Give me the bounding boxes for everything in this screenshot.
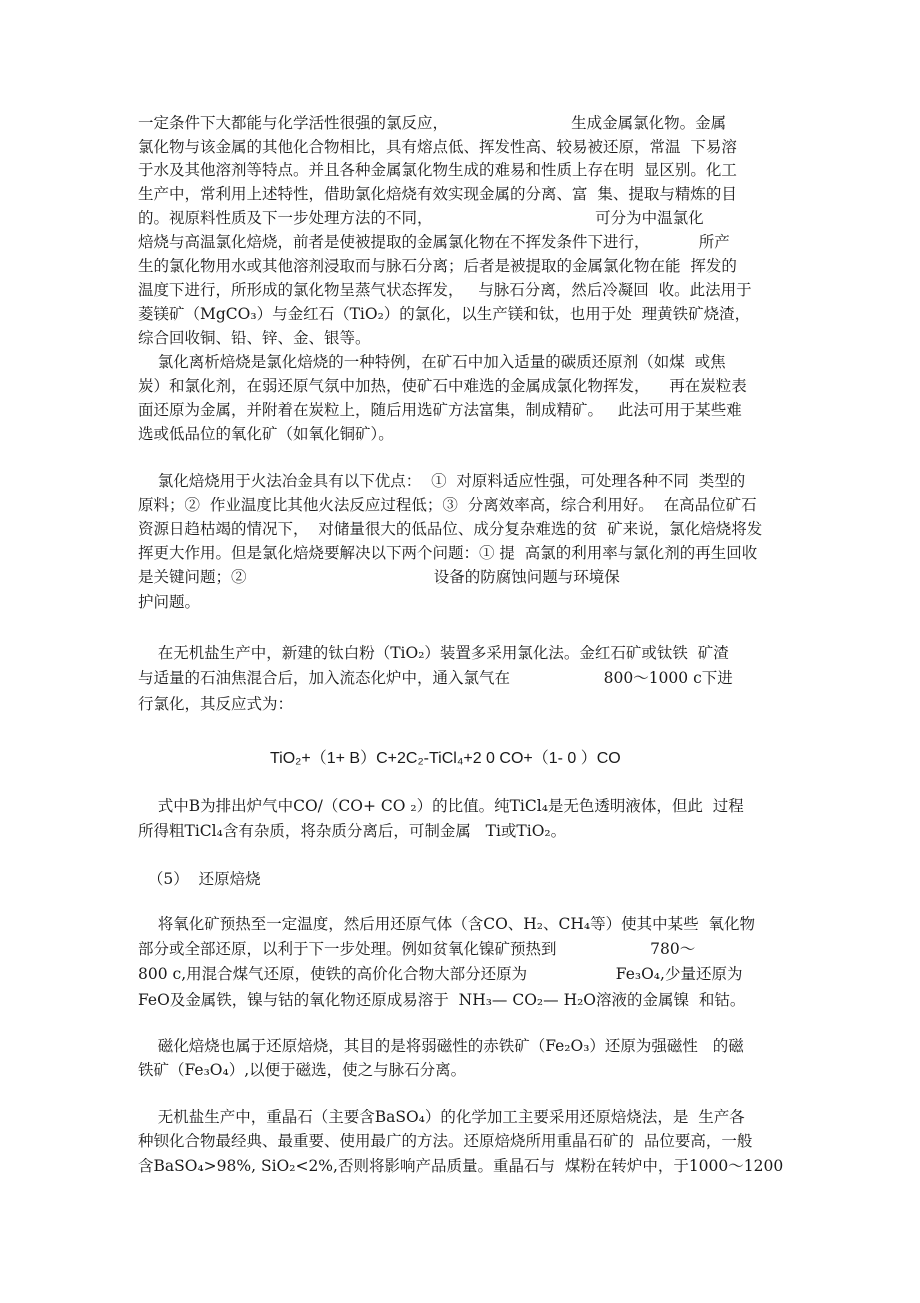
text-line: 在无机盐生产中，新建的钛白粉（TiO₂）装置多采用氯化法。金红石矿或钛铁 矿渣 — [138, 644, 729, 662]
text-line: 选或低品位的氧化矿（如氧化铜矿）。 — [138, 425, 394, 443]
text-line: 综合回收铜、铅、锌、金、银等。 — [138, 329, 371, 347]
text-line: 式中B为排出炉气中CO/（CO+ CO ₂）的比值。纯TiCl₄是无色透明液体，但此 过程 — [138, 797, 744, 815]
text-line: 的。视原料性质及下一步处理方法的不同， 可分为中温氯化 — [138, 209, 704, 227]
text-line: FeO及金属铁，镍与钴的氧化物还原成易溶于 NH₃— CO₂— H₂O溶液的金属镍 和钴。 — [138, 991, 746, 1009]
text-line: 资源日趋枯竭的情况下， 对储量很大的低品位、成分复杂难选的贫 矿来说，氯化焙烧将发 — [138, 520, 763, 538]
text-line: 炭）和氯化剂，在弱还原气氛中加热，使矿石中难选的金属成氯化物挥发， 再在炭粒表 — [138, 377, 747, 395]
text-line: 氯化离析焙烧是氯化焙烧的一种特例，在矿石中加入适量的碳质还原剂（如煤 或焦 — [138, 353, 726, 371]
text-line: 铁矿（Fe₃O₄）,以便于磁选，使之与脉石分离。 — [138, 1061, 467, 1079]
text-line: 原料；② 作业温度比其他火法反应过程低；③ 分离效率高，综合利用好。 在高品位矿石 — [138, 496, 757, 514]
text-line: 所得粗TiCl₄含有杂质，将杂质分离后，可制金属 Ti或TiO₂。 — [138, 822, 567, 840]
text-line: 将氧化矿预热至一定温度，然后用还原气体（含CO、H₂、CH₄等）使其中某些 氧化物 — [138, 915, 755, 933]
text-line: 生产中，常利用上述特性，借助氯化焙烧有效实现金属的分离、富 集、提取与精炼的目 — [138, 185, 737, 203]
text-line: 氯化焙烧用于火法冶金具有以下优点： ① 对原料适应性强，可处理各种不同 类型的 — [138, 472, 746, 490]
text-line: 氯化物与该金属的其他化合物相比，具有熔点低、挥发性高、较易被还原，常温 下易溶 — [138, 138, 737, 156]
text-line: 是关键问题；② 设备的防腐蚀问题与环境保 — [138, 568, 620, 586]
text-line: 面还原为金属，并附着在炭粒上，随后用选矿方法富集，制成精矿。 此法可用于某些难 — [138, 401, 742, 419]
text-line: 含BaSO₄>98%, SiO₂<2%,否则将影响产品质量。重晶石与 煤粉在转炉中，于1000～1200 — [138, 1157, 784, 1175]
text-line: 无机盐生产中，重晶石（主要含BaSO₄）的化学加工主要采用还原焙烧法，是 生产各 — [138, 1108, 745, 1126]
text-line: 部分或全部还原，以利于下一步处理。例如贫氧化镍矿预热到 780～ — [138, 940, 696, 958]
text-line: 护问题。 — [138, 593, 201, 611]
text-line: 种钡化合物最经典、最重要、使用最广的方法。还原焙烧所用重晶石矿的 品位要高，一般 — [138, 1132, 753, 1150]
text-line: 菱镁矿（MgCO₃）与金红石（TiO₂）的氯化，以生产镁和钛，也用于处 理黄铁矿烧渣， — [138, 305, 751, 323]
section-heading: （5） 还原焙烧 — [138, 870, 261, 888]
text-line: 800 c,用混合煤气还原，使铁的高价化合物大部分还原为 Fe₃O₄,少量还原为 — [138, 965, 743, 983]
text-line: 与适量的石油焦混合后，加入流态化炉中，通入氯气在 800～1000 c下进 — [138, 669, 733, 687]
reaction-equation: TiO₂+（1+ B）C+2C₂-TiCl₄+2 0 CO+（1- 0 ）CO — [270, 750, 621, 767]
text-line: 于水及其他溶剂等特点。并且各种金属氯化物生成的难易和性质上存在明 显区别。化工 — [138, 161, 737, 179]
text-line: 行氯化，其反应式为： — [138, 695, 294, 713]
text-line: 磁化焙烧也属于还原焙烧，其目的是将弱磁性的赤铁矿（Fe₂O₃）还原为强磁性 的磁 — [138, 1037, 744, 1055]
text-line: 挥更大作用。但是氯化焙烧要解决以下两个问题：① 提 高氯的利用率与氯化剂的再生回收 — [138, 544, 758, 562]
text-line: 生的氯化物用水或其他溶剂浸取而与脉石分离；后者是被提取的金属氯化物在能 挥发的 — [138, 257, 737, 275]
text-line: 一定条件下大都能与化学活性很强的氯反应， 生成金属氯化物。金属 — [138, 114, 727, 132]
text-line: 焙烧与高温氯化焙烧，前者是使被提取的金属氯化物在不挥发条件下进行， 所产 — [138, 233, 730, 251]
text-line: 温度下进行，所形成的氯化物呈蒸气状态挥发， 与脉石分离，然后冷凝回 收。此法用于 — [138, 281, 752, 299]
